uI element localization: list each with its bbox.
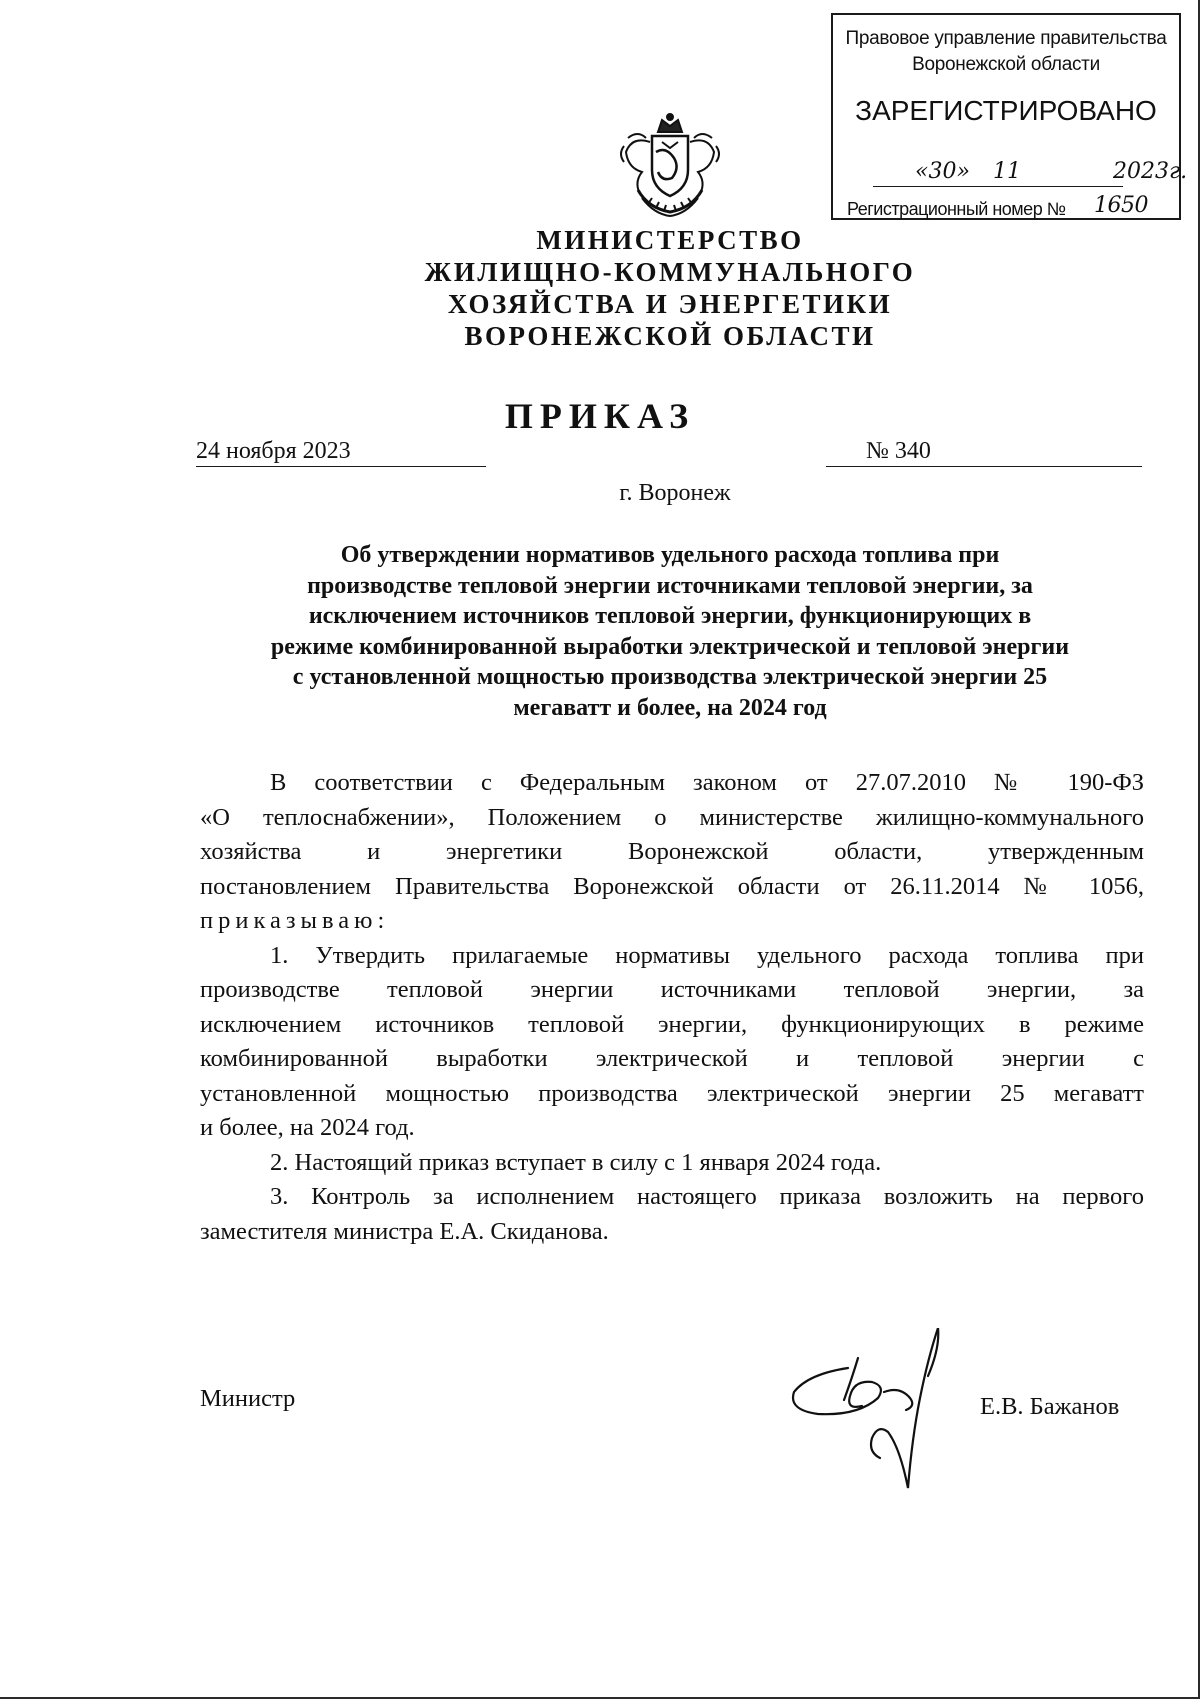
order-number-field bbox=[826, 436, 1142, 467]
order-date: 24 ноября 2023 bbox=[196, 436, 486, 467]
stamp-org-line-2: Воронежской области bbox=[912, 54, 1100, 75]
stamp-date-day: «30» bbox=[915, 159, 970, 184]
body-line: и более, на 2024 год. bbox=[200, 1114, 415, 1141]
order-title: ПРИКАЗ bbox=[504, 396, 696, 436]
stamp-date-year: 2023г. bbox=[1113, 159, 1188, 184]
signer-name: Е.В. Бажанов bbox=[980, 1393, 1120, 1420]
order-body bbox=[200, 766, 1144, 1249]
body-line: хозяйства и энергетики Воронежской области, утвержденным bbox=[200, 838, 1144, 865]
order-number: № 340 bbox=[866, 438, 931, 464]
stamp-date bbox=[873, 159, 1188, 187]
stamp-reg-label: Регистрационный номер № bbox=[847, 199, 1066, 219]
body-line: исключением источников тепловой энергии, функционирующих в режиме bbox=[200, 1010, 1144, 1038]
order-city: г. Воронеж bbox=[619, 480, 731, 506]
signer-title: Министр bbox=[200, 1385, 296, 1412]
ministry-line: ВОРОНЕЖСКОЙ ОБЛАСТИ bbox=[464, 321, 876, 351]
body-line: заместителя министра Е.А. Скиданова. bbox=[200, 1217, 609, 1245]
body-line: установленной мощностью производства электрической энергии 25 мегаватт bbox=[200, 1079, 1144, 1107]
subject-line: производстве тепловой энергии источниками тепловой энергии, за bbox=[307, 572, 1033, 599]
registration-stamp bbox=[831, 13, 1188, 220]
body-line: В соответствии с Федеральным законом от 27.07.2010 № 190-ФЗ bbox=[270, 769, 1144, 796]
body-line: 2. Настоящий приказ вступает в силу с 1 января 2024 года. bbox=[270, 1148, 882, 1176]
body-line: постановлением Правительства Воронежской области от 26.11.2014 № 1056, bbox=[200, 872, 1144, 900]
body-line: 3. Контроль за исполнением настоящего приказа возложить на первого bbox=[270, 1183, 1144, 1210]
subject-line: мегаватт и более, на 2024 год bbox=[513, 694, 827, 721]
body-line: комбинированной выработки электрической и тепловой энергии с bbox=[200, 1045, 1144, 1072]
stamp-date-underline bbox=[873, 186, 1123, 187]
stamp-status: ЗАРЕГИСТРИРОВАНО bbox=[855, 95, 1157, 126]
subject-line: исключением источников тепловой энергии, функционирующих в bbox=[308, 603, 1032, 629]
stamp-reg-number: 1650 bbox=[1073, 193, 1169, 219]
body-line: приказываю: bbox=[200, 907, 390, 934]
ministry-line: ХОЗЯЙСТВА И ЭНЕРГЕТИКИ bbox=[447, 289, 893, 319]
handwritten-signature-icon bbox=[788, 1328, 978, 1498]
ministry-line: ЖИЛИЩНО-КОММУНАЛЬНОГО bbox=[424, 257, 916, 287]
body-line: 1. Утвердить прилагаемые нормативы удельного расхода топлива при bbox=[270, 941, 1144, 969]
stamp-date-month: 11 bbox=[993, 159, 1021, 184]
ministry-line: МИНИСТЕРСТВО bbox=[536, 225, 804, 255]
coat-of-arms-icon bbox=[618, 112, 722, 218]
subject-line: режиме комбинированной выработки электрической и тепловой энергии bbox=[270, 633, 1070, 660]
order-subject bbox=[196, 540, 1144, 723]
stamp-org-line-1: Правовое управление правительства bbox=[845, 28, 1167, 49]
ministry-name bbox=[380, 224, 960, 352]
body-line: производстве тепловой энергии источниками тепловой энергии, за bbox=[200, 976, 1144, 1003]
body-line: «О теплоснабжении», Положением о министерстве жилищно-коммунального bbox=[200, 803, 1144, 831]
subject-line: Об утверждении нормативов удельного расхода топлива при bbox=[340, 542, 1000, 568]
subject-line: с установленной мощностью производства электрической энергии 25 bbox=[292, 664, 1048, 690]
